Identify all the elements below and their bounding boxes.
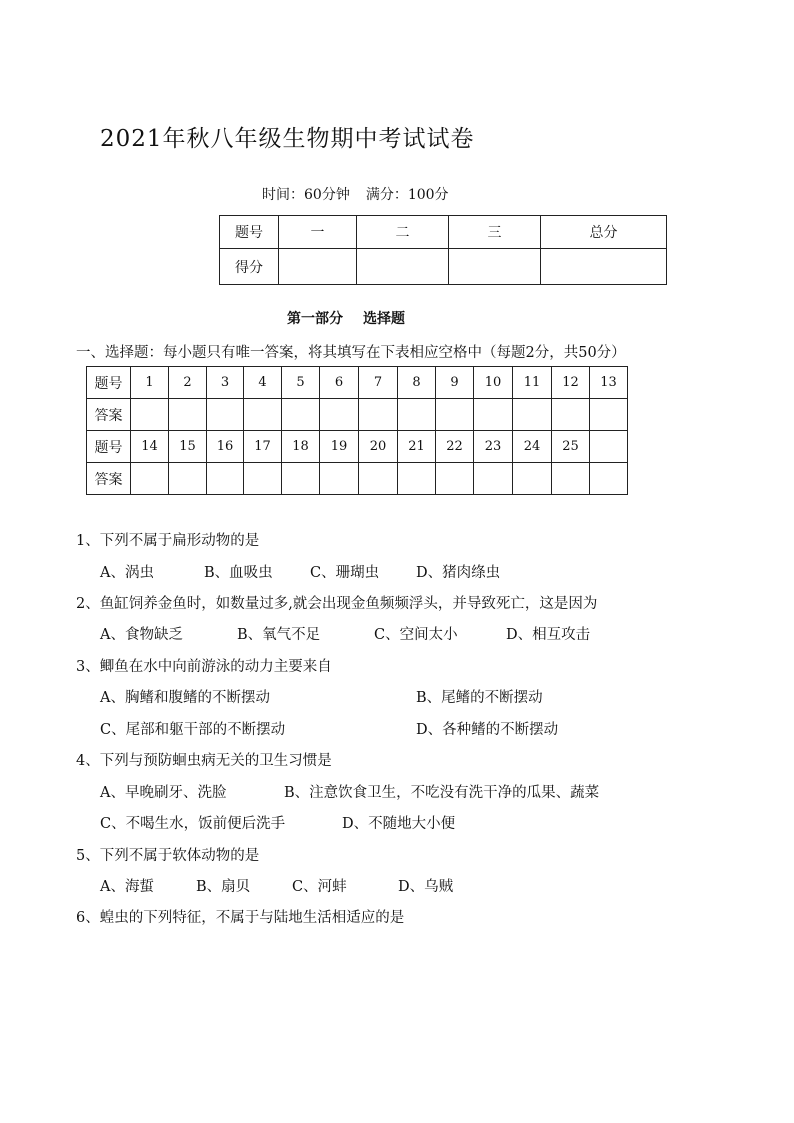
- option-a: A、涡虫: [100, 565, 154, 581]
- question-number: 3: [207, 367, 244, 399]
- question-number: 17: [244, 431, 282, 463]
- question-3-stem: 3、鲫鱼在水中向前游泳的动力主要来自: [76, 659, 332, 675]
- score-header-label: 题号: [220, 216, 279, 249]
- question-number: 8: [398, 367, 436, 399]
- full-score: 满分：100分: [365, 187, 449, 203]
- question-number: 24: [513, 431, 552, 463]
- answer-cell[interactable]: [207, 463, 244, 495]
- question-number: 25: [552, 431, 590, 463]
- answer-cell[interactable]: [131, 399, 169, 431]
- question-5-stem: 5、下列不属于软体动物的是: [76, 848, 260, 864]
- answer-cell[interactable]: [131, 463, 169, 495]
- answer-cell[interactable]: [513, 399, 552, 431]
- question-number: 12: [552, 367, 590, 399]
- option-d: D、猪肉绦虫: [416, 565, 501, 581]
- score-cell[interactable]: [541, 249, 667, 285]
- option-d: D、乌贼: [398, 879, 454, 895]
- section-heading: [287, 308, 405, 328]
- instructions: 一、选择题：每小题只有唯一答案，将其填写在下表相应空格中（每题2分，共50分）: [76, 345, 626, 361]
- score-header-cell: 三: [449, 216, 541, 249]
- score-header-cell: 二: [357, 216, 449, 249]
- score-header-cell: 总分: [541, 216, 667, 249]
- answer-cell[interactable]: [590, 399, 628, 431]
- question-number: 9: [436, 367, 474, 399]
- question-number: 10: [474, 367, 513, 399]
- option-b: B、氧气不足: [237, 627, 321, 643]
- option-c: C、尾部和躯干部的不断摆动: [100, 722, 286, 738]
- section-name: 选择题: [363, 311, 405, 327]
- answer-cell[interactable]: [398, 399, 436, 431]
- answer-cell[interactable]: [398, 463, 436, 495]
- answer-cell[interactable]: [282, 399, 320, 431]
- question-number: 4: [244, 367, 282, 399]
- score-cell[interactable]: [279, 249, 357, 285]
- answer-number-row: [87, 431, 628, 463]
- question-number: 1: [131, 367, 169, 399]
- option-b: B、扇贝: [196, 879, 251, 895]
- question-2-stem: 2、鱼缸饲养金鱼时，如数量过多,就会出现金鱼频频浮头，并导致死亡，这是因为: [76, 596, 598, 612]
- answer-cell[interactable]: [552, 463, 590, 495]
- question-6-stem: 6、蝗虫的下列特征，不属于与陆地生活相适应的是: [76, 910, 405, 926]
- answer-number-row: [87, 367, 628, 399]
- answer-cell[interactable]: [320, 463, 359, 495]
- exam-title: 2021年秋八年级生物期中考试试卷: [100, 126, 475, 152]
- answer-cell[interactable]: [169, 463, 207, 495]
- question-number: 5: [282, 367, 320, 399]
- option-a: A、胸鳍和腹鳍的不断摆动: [100, 690, 270, 706]
- option-a: A、食物缺乏: [100, 627, 183, 643]
- answer-cell[interactable]: [244, 399, 282, 431]
- answer-cell[interactable]: [359, 463, 398, 495]
- time-limit: 时间：60分钟: [262, 187, 350, 203]
- answer-label: 答案: [87, 463, 131, 495]
- option-b: B、尾鳍的不断摆动: [416, 690, 543, 706]
- question-number: 6: [320, 367, 359, 399]
- question-number: 21: [398, 431, 436, 463]
- answer-cell[interactable]: [474, 463, 513, 495]
- number-label: 题号: [87, 367, 131, 399]
- question-number: 7: [359, 367, 398, 399]
- answer-cell[interactable]: [436, 463, 474, 495]
- answer-table: [86, 366, 628, 495]
- answer-row: [87, 399, 628, 431]
- question-number: 18: [282, 431, 320, 463]
- answer-cell[interactable]: [282, 463, 320, 495]
- answer-cell[interactable]: [474, 399, 513, 431]
- answer-cell[interactable]: [552, 399, 590, 431]
- answer-cell[interactable]: [169, 399, 207, 431]
- answer-cell[interactable]: [590, 463, 628, 495]
- answer-cell[interactable]: [244, 463, 282, 495]
- answer-row: [87, 463, 628, 495]
- question-number: 15: [169, 431, 207, 463]
- score-cell[interactable]: [449, 249, 541, 285]
- option-c: C、空间太小: [374, 627, 458, 643]
- option-c: C、不喝生水，饭前便后洗手: [100, 816, 286, 832]
- section-part: 第一部分: [287, 311, 343, 327]
- option-b: B、血吸虫: [204, 565, 273, 581]
- question-number: 2: [169, 367, 207, 399]
- option-c: C、珊瑚虫: [310, 565, 380, 581]
- answer-cell[interactable]: [359, 399, 398, 431]
- option-a: A、海蜇: [100, 879, 154, 895]
- option-c: C、河蚌: [292, 879, 347, 895]
- question-number: [590, 431, 628, 463]
- question-1-stem: 1、下列不属于扁形动物的是: [76, 533, 260, 549]
- question-number: 16: [207, 431, 244, 463]
- answer-cell[interactable]: [513, 463, 552, 495]
- score-table: [219, 215, 667, 285]
- option-a: A、早晚刷牙、洗脸: [100, 785, 227, 801]
- answer-cell[interactable]: [436, 399, 474, 431]
- score-table-header-row: [220, 216, 667, 249]
- question-4-stem: 4、下列与预防蛔虫病无关的卫生习惯是: [76, 753, 332, 769]
- score-row-label: 得分: [220, 249, 279, 285]
- option-b: B、注意饮食卫生，不吃没有洗干净的瓜果、蔬菜: [284, 785, 600, 801]
- answer-cell[interactable]: [207, 399, 244, 431]
- question-number: 20: [359, 431, 398, 463]
- question-number: 19: [320, 431, 359, 463]
- score-table-score-row: [220, 249, 667, 285]
- question-number: 11: [513, 367, 552, 399]
- exam-info: [262, 184, 449, 204]
- question-number: 14: [131, 431, 169, 463]
- question-number: 13: [590, 367, 628, 399]
- option-d: D、不随地大小便: [342, 816, 456, 832]
- question-number: 23: [474, 431, 513, 463]
- answer-label: 答案: [87, 399, 131, 431]
- option-d: D、各种鳍的不断摆动: [416, 722, 559, 738]
- question-number: 22: [436, 431, 474, 463]
- score-header-cell: 一: [279, 216, 357, 249]
- score-cell[interactable]: [357, 249, 449, 285]
- option-d: D、相互攻击: [506, 627, 591, 643]
- answer-cell[interactable]: [320, 399, 359, 431]
- number-label: 题号: [87, 431, 131, 463]
